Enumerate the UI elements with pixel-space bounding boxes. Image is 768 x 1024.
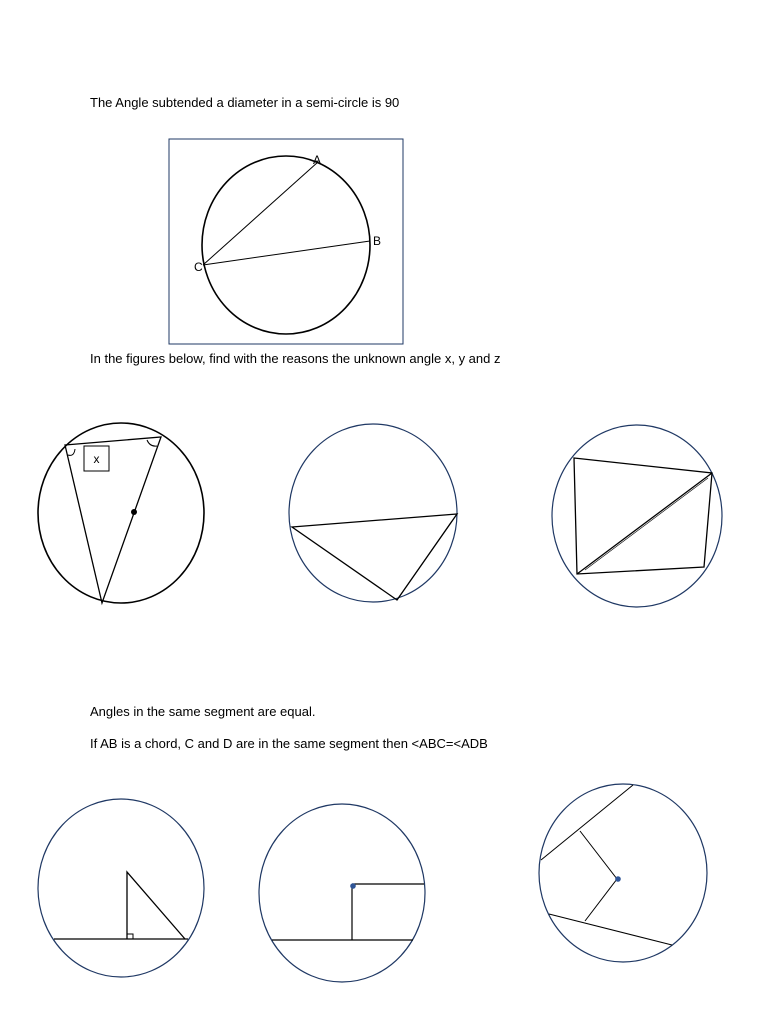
segment-1-triangle xyxy=(127,872,185,939)
segment-2-circle xyxy=(259,804,425,982)
segment-figure-1 xyxy=(38,799,204,977)
segment-3-perpendiculars xyxy=(580,831,617,921)
angle-x-label: x xyxy=(93,452,100,466)
exercise-figure-1 xyxy=(38,423,204,603)
same-segment-theorem-heading: Angles in the same segment are equal. xyxy=(90,704,316,719)
angle-arc-left xyxy=(68,449,75,455)
point-a-label: A xyxy=(313,153,322,167)
exercise-figure-2 xyxy=(289,424,457,602)
segment-figure-2 xyxy=(259,804,425,982)
segment-3-upper-chord xyxy=(541,785,633,860)
point-b-label: B xyxy=(373,234,382,248)
point-c-label: C xyxy=(194,260,203,274)
exercise-1-triangle xyxy=(65,437,161,603)
semicircle-diagram xyxy=(169,139,403,344)
exercise-2-triangle xyxy=(292,514,457,600)
semicircle-theorem-heading: The Angle subtended a diameter in a semi-circle is 90 xyxy=(90,95,400,110)
right-angle-marker xyxy=(127,934,133,939)
segment-3-circle xyxy=(539,784,707,962)
exercise-1-circle xyxy=(38,423,204,603)
center-dot xyxy=(615,876,621,882)
center-dot xyxy=(131,509,137,515)
segment-figure-3 xyxy=(539,784,707,962)
center-dot xyxy=(350,883,356,889)
exercise-figure-3 xyxy=(552,425,722,607)
chord-cb xyxy=(203,241,370,265)
segment-1-circle xyxy=(38,799,204,977)
angle-arc-right xyxy=(147,440,157,446)
exercise-3-circle xyxy=(552,425,722,607)
exercise-3-quadrilateral xyxy=(574,458,712,574)
exercise-2-circle xyxy=(289,424,457,602)
exercise-3-diagonal xyxy=(577,473,712,574)
chord-statement: If AB is a chord, C and D are in the same segment then <ABC=<ADB xyxy=(90,736,488,751)
exercise-instruction: In the figures below, find with the reasons the unknown angle x, y and z xyxy=(90,351,501,366)
chord-ca xyxy=(203,162,318,265)
exercise-3-diagonal-inner xyxy=(585,478,708,570)
